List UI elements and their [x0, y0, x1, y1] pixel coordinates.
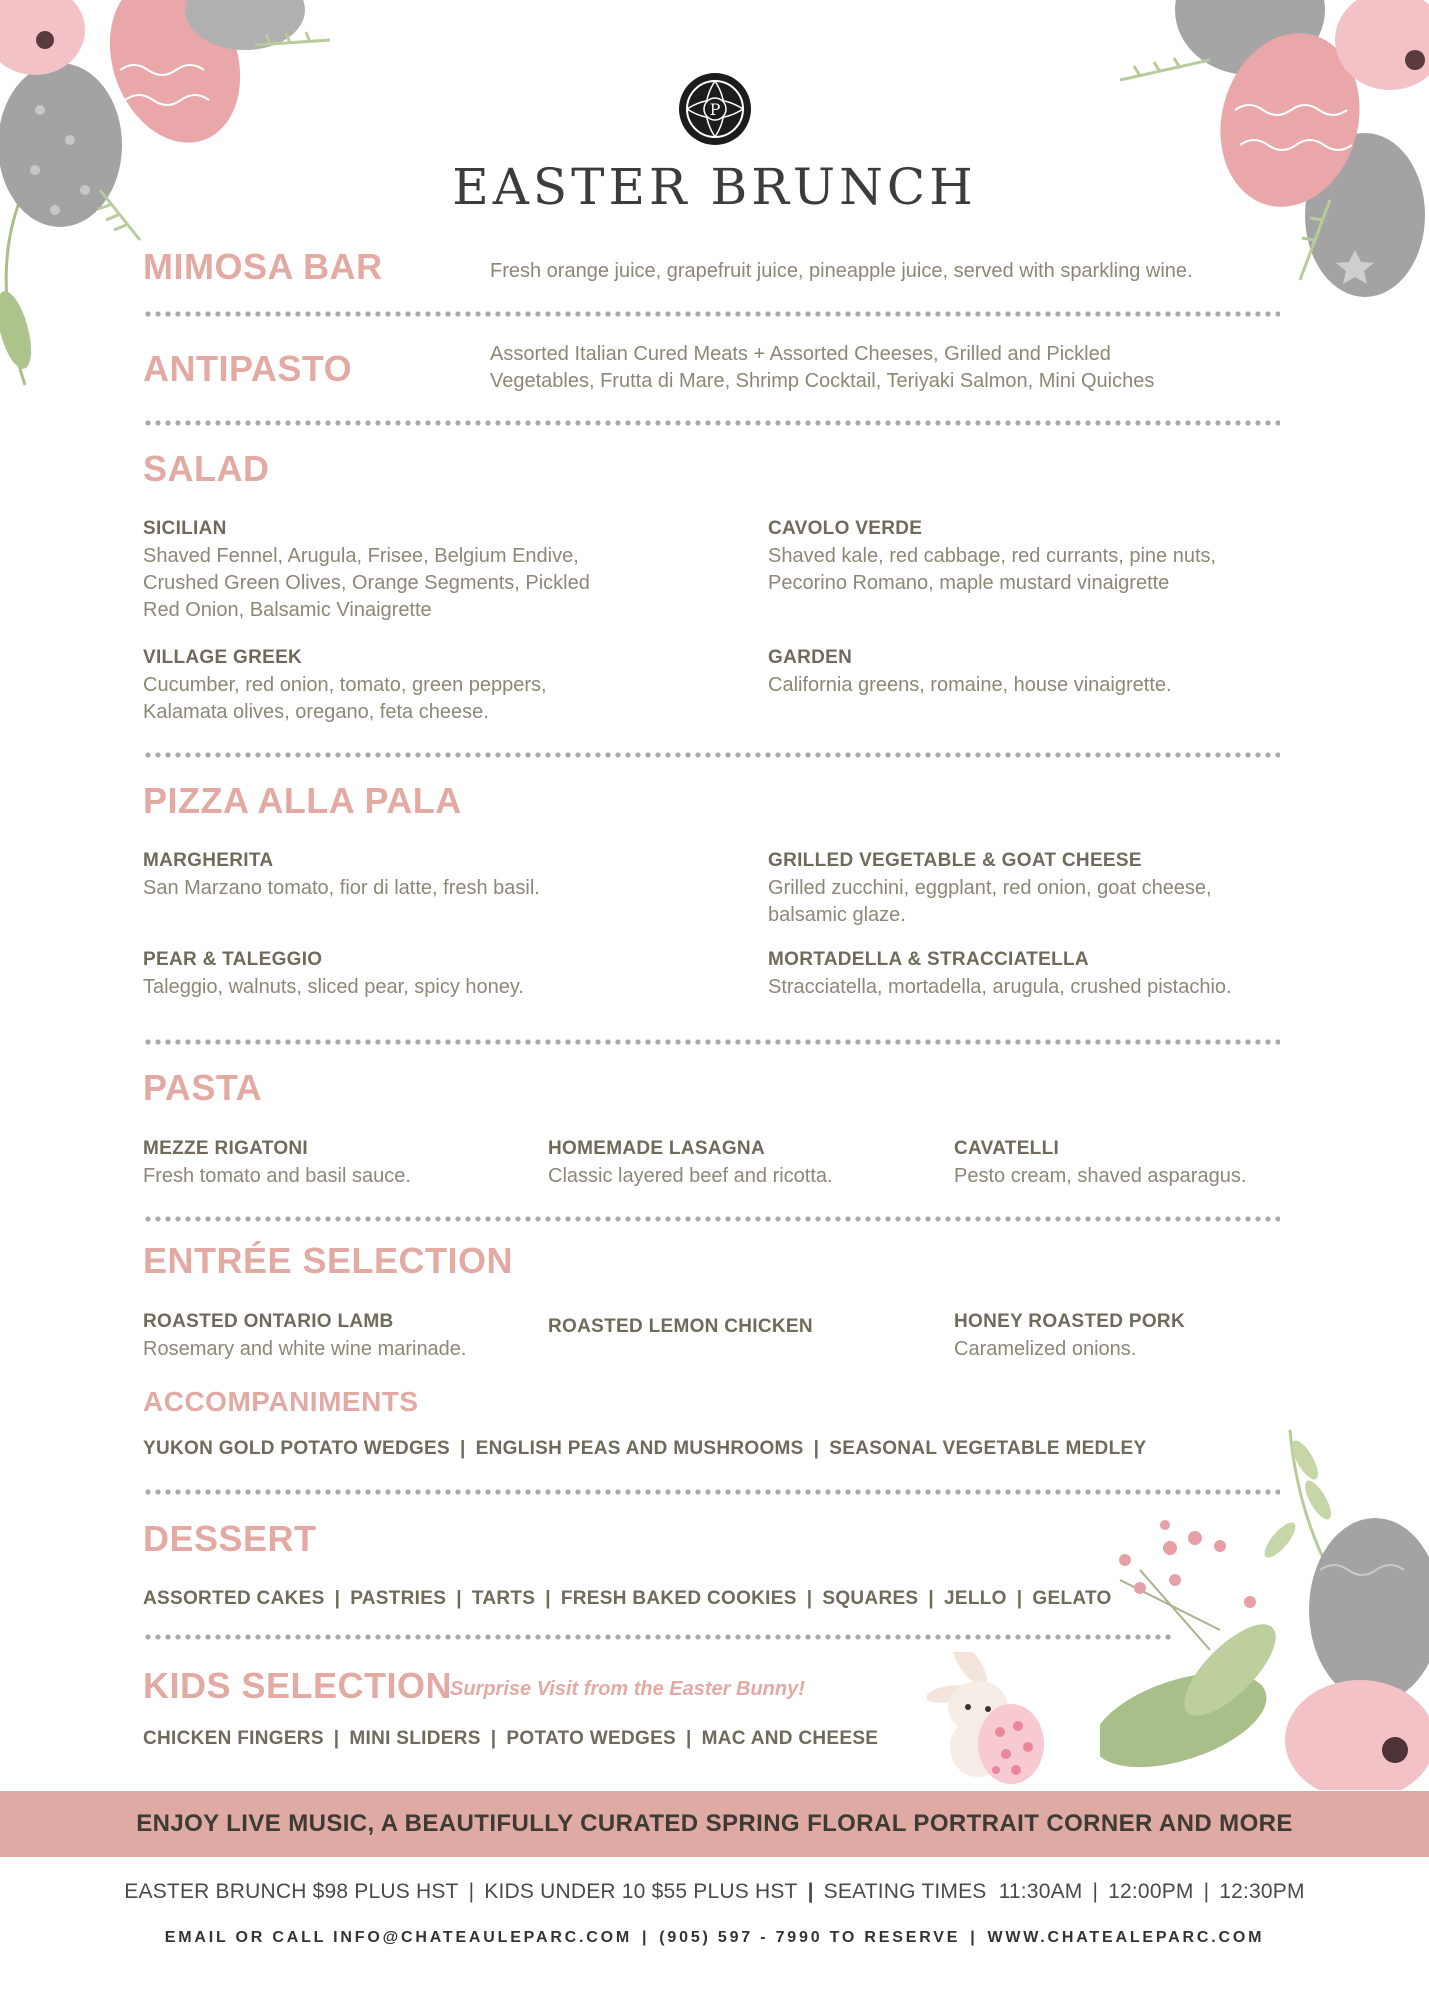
salad-item-name: SICILIAN	[143, 518, 227, 539]
events-banner-text: ENJOY LIVE MUSIC, A BEAUTIFULLY CURATED SPRING FLORAL PORTRAIT CORNER AND MORE	[136, 1810, 1293, 1837]
pasta-item-description: Pesto cream, shaved asparagus.	[954, 1165, 1247, 1187]
list-separator: |	[468, 1880, 475, 1903]
entree-item-name: HONEY ROASTED PORK	[954, 1311, 1185, 1332]
antipasto-description-line-2: Vegetables, Frutta di Mare, Shrimp Cocktail, Teriyaki Salmon, Mini Quiches	[490, 370, 1155, 392]
list-separator: |	[1203, 1880, 1210, 1903]
salad-item-name: VILLAGE GREEK	[143, 647, 303, 668]
entree-item-name: ROASTED LEMON CHICKEN	[548, 1316, 813, 1337]
accompaniments-list	[143, 1438, 1146, 1460]
kids-item: CHICKEN FINGERS	[143, 1728, 324, 1749]
mimosa-bar-heading: MIMOSA BAR	[143, 246, 383, 287]
list-separator: |	[334, 1588, 341, 1609]
list-separator: |	[333, 1728, 340, 1749]
entree-item-description: Rosemary and white wine marinade.	[143, 1338, 467, 1360]
pasta-item-name: HOMEMADE LASAGNA	[548, 1138, 765, 1159]
logo-letter: P	[709, 100, 721, 119]
kids-price: KIDS UNDER 10 $55 PLUS HST	[484, 1880, 798, 1903]
kids-heading: KIDS SELECTION	[143, 1665, 453, 1706]
salad-heading: SALAD	[143, 448, 270, 489]
dessert-item: GELATO	[1032, 1588, 1112, 1609]
list-separator: |	[970, 1929, 978, 1946]
section-divider	[143, 1216, 1280, 1222]
seating-times-label: SEATING TIMES	[823, 1880, 987, 1903]
salad-item-description: Red Onion, Balsamic Vinaigrette	[143, 599, 432, 621]
list-separator: |	[642, 1929, 650, 1946]
salad-item-description: Cucumber, red onion, tomato, green peppers,	[143, 674, 547, 696]
salad-item-name: CAVOLO VERDE	[768, 518, 923, 539]
list-separator: |	[456, 1588, 462, 1609]
brunch-price: EASTER BRUNCH $98 PLUS HST	[124, 1880, 459, 1903]
antipasto-heading: ANTIPASTO	[143, 348, 353, 389]
section-divider	[143, 1634, 1173, 1640]
pizza-item-name: PEAR & TALEGGIO	[143, 949, 323, 970]
pasta-item-name: CAVATELLI	[954, 1138, 1060, 1159]
accompaniments-heading: ACCOMPANIMENTS	[143, 1386, 419, 1417]
kids-item: MINI SLIDERS	[349, 1728, 481, 1749]
section-divider	[143, 311, 1280, 317]
contact-line	[0, 1929, 1429, 1947]
antipasto-description-line-1: Assorted Italian Cured Meats + Assorted Cheeses, Grilled and Pickled	[490, 343, 1111, 365]
pricing-line	[0, 1880, 1429, 1904]
section-divider	[143, 752, 1280, 758]
list-separator: |	[545, 1588, 551, 1609]
dessert-item: TARTS	[471, 1588, 536, 1609]
kids-tagline: Surprise Visit from the Easter Bunny!	[450, 1678, 805, 1700]
section-divider	[143, 1039, 1280, 1045]
salad-item-name: GARDEN	[768, 647, 853, 668]
page-title: EASTER BRUNCH	[452, 158, 977, 216]
section-divider	[143, 1489, 1280, 1495]
section-divider	[143, 420, 1280, 426]
accompaniment-item: SEASONAL VEGETABLE MEDLEY	[829, 1438, 1147, 1459]
pizza-item-name: GRILLED VEGETABLE & GOAT CHEESE	[768, 850, 1142, 871]
dessert-item: JELLO	[944, 1588, 1007, 1609]
salad-item-description: California greens, romaine, house vinaigrette.	[768, 674, 1172, 696]
pasta-item-description: Fresh tomato and basil sauce.	[143, 1165, 411, 1187]
easter-eggs-bottom-right-illustration	[1100, 1420, 1429, 1790]
list-separator: |	[686, 1728, 692, 1749]
pizza-item-description: Taleggio, walnuts, sliced pear, spicy honey.	[143, 976, 524, 998]
pizza-heading: PIZZA ALLA PALA	[143, 780, 462, 821]
chateau-le-parc-logo	[678, 72, 752, 146]
dessert-item: ASSORTED CAKES	[143, 1588, 325, 1609]
pizza-item-name: MORTADELLA & STRACCIATELLA	[768, 949, 1089, 970]
salad-item-description: Kalamata olives, oregano, feta cheese.	[143, 701, 489, 723]
dessert-item: FRESH BAKED COOKIES	[560, 1588, 797, 1609]
list-separator: |	[807, 1880, 814, 1903]
pizza-item-description: San Marzano tomato, fior di latte, fresh basil.	[143, 877, 540, 899]
kids-list	[143, 1728, 878, 1750]
list-separator: |	[813, 1438, 820, 1459]
email-contact[interactable]: EMAIL OR CALL INFO@CHATEAULEPARC.COM	[164, 1929, 633, 1946]
list-separator: |	[1092, 1880, 1099, 1903]
dessert-list	[143, 1588, 1112, 1610]
list-separator: |	[1016, 1588, 1023, 1609]
salad-item-description: Crushed Green Olives, Orange Segments, Pickled	[143, 572, 590, 594]
dessert-item: PASTRIES	[350, 1588, 447, 1609]
pizza-item-description: Stracciatella, mortadella, arugula, crushed pistachio.	[768, 976, 1232, 998]
entree-heading: ENTRÉE SELECTION	[143, 1240, 514, 1281]
website-link[interactable]: WWW.CHATEALEPARC.COM	[987, 1929, 1265, 1946]
events-banner	[0, 1791, 1429, 1857]
salad-item-description: Shaved Fennel, Arugula, Frisee, Belgium Endive,	[143, 545, 579, 567]
salad-item-description: Shaved kale, red cabbage, red currants, pine nuts,	[768, 545, 1217, 567]
list-separator: |	[928, 1588, 935, 1609]
entree-item-name: ROASTED ONTARIO LAMB	[143, 1311, 394, 1332]
dessert-heading: DESSERT	[143, 1518, 317, 1559]
seating-time: 11:30AM	[998, 1880, 1083, 1903]
seating-time: 12:00PM	[1108, 1880, 1194, 1903]
pizza-item-name: MARGHERITA	[143, 850, 274, 871]
dessert-item: SQUARES	[822, 1588, 919, 1609]
list-separator: |	[460, 1438, 466, 1459]
entree-item-description: Caramelized onions.	[954, 1338, 1137, 1360]
pasta-item-name: MEZZE RIGATONI	[143, 1138, 308, 1159]
pasta-item-description: Classic layered beef and ricotta.	[548, 1165, 833, 1187]
seating-time: 12:30PM	[1219, 1880, 1305, 1903]
accompaniment-item: ENGLISH PEAS AND MUSHROOMS	[475, 1438, 804, 1459]
pizza-item-description: Grilled zucchini, eggplant, red onion, goat cheese,	[768, 877, 1212, 899]
kids-item: POTATO WEDGES	[506, 1728, 677, 1749]
mimosa-bar-description: Fresh orange juice, grapefruit juice, pineapple juice, served with sparkling wine.	[490, 260, 1193, 282]
list-separator: |	[490, 1728, 497, 1749]
easter-bunny-illustration	[918, 1652, 1068, 1790]
pizza-item-description: balsamic glaze.	[768, 904, 906, 926]
phone-contact[interactable]: (905) 597 - 7990 TO RESERVE	[659, 1929, 961, 1946]
pasta-heading: PASTA	[143, 1067, 263, 1108]
kids-item: MAC AND CHEESE	[701, 1728, 879, 1749]
accompaniment-item: YUKON GOLD POTATO WEDGES	[143, 1438, 450, 1459]
salad-item-description: Pecorino Romano, maple mustard vinaigrette	[768, 572, 1170, 594]
list-separator: |	[806, 1588, 813, 1609]
